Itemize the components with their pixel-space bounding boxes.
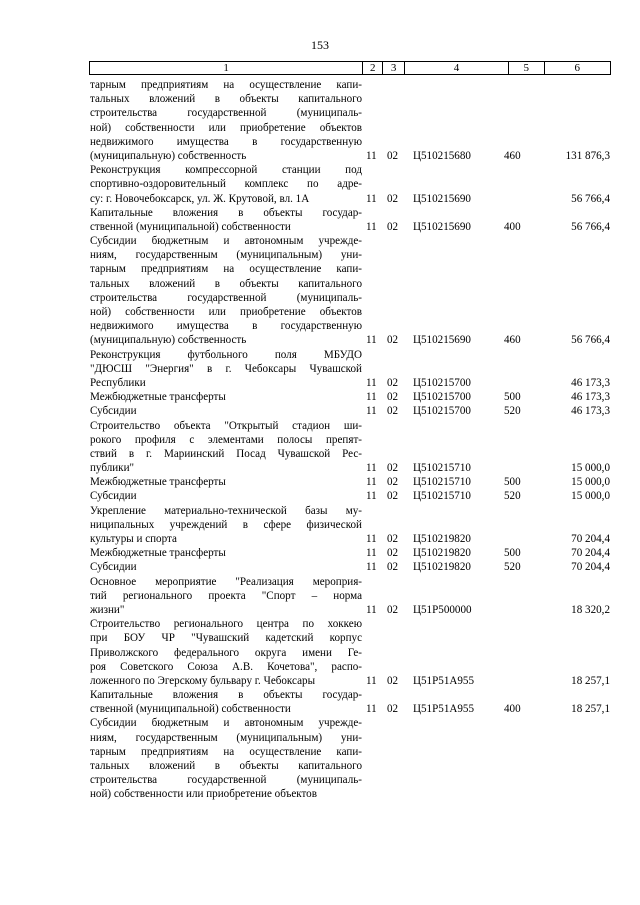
section-code: 11 (366, 490, 377, 503)
description-line: Приволжского федерального округа имени Ге- (90, 646, 362, 659)
target-article-code: Ц510215680 (413, 149, 471, 162)
description-line: ствий в г. Мариинский Посад Чувашской Рес- (90, 447, 362, 460)
section-code: 11 (366, 547, 377, 560)
header-col-4: 4 (404, 62, 508, 74)
row-values (90, 376, 612, 390)
table-row (90, 475, 612, 489)
expense-type-code: 460 (504, 149, 521, 162)
table-row (90, 504, 612, 547)
amount: 56 766,4 (571, 192, 610, 205)
expense-type-code: 500 (504, 391, 521, 404)
subsection-code: 02 (387, 603, 399, 616)
target-article-code: Ц510215700 (413, 376, 471, 389)
table-row (90, 560, 612, 574)
description-line: тальных вложений в объекты капитального (90, 93, 362, 106)
header-col-6: 6 (544, 62, 610, 74)
description-line: ной) собственности или приобретение объектов (90, 788, 317, 801)
amount: 70 204,4 (571, 547, 610, 560)
description-line: ниям, государственным (муниципальным) уни- (90, 249, 362, 262)
expense-type-code: 500 (504, 547, 521, 560)
table-row (90, 546, 612, 560)
target-article-code: Ц510215700 (413, 405, 471, 418)
target-article-code: Ц510219820 (413, 547, 471, 560)
description-line: Межбюджетные трансферты (90, 547, 226, 560)
row-values (90, 461, 612, 475)
description-line: Субсидии бюджетным и автономным учрежде- (90, 717, 362, 730)
description-line: строительства государственной (муниципаль- (90, 291, 362, 304)
amount: 46 173,3 (571, 405, 610, 418)
target-article-code: Ц510215690 (413, 334, 471, 347)
description-line: культуры и спорта (90, 533, 177, 545)
section-code: 11 (366, 376, 377, 389)
amount: 18 257,1 (571, 674, 610, 687)
target-article-code: Ц510215710 (413, 490, 471, 503)
subsection-code: 02 (387, 703, 399, 716)
row-values (90, 546, 612, 560)
expense-type-code: 400 (504, 220, 521, 233)
subsection-code: 02 (387, 376, 399, 389)
row-values (90, 192, 612, 206)
amount: 70 204,4 (571, 533, 610, 545)
description-line: (муниципальную) собственность (90, 334, 247, 347)
table-row (90, 390, 612, 404)
row-values (90, 390, 612, 404)
target-article-code: Ц510215690 (413, 192, 471, 205)
description-line: ственной (муниципальной) собственности (90, 703, 291, 716)
header-col-1: 1 (223, 62, 229, 74)
description-line: тарным предприятиям на осуществление капи- (90, 745, 362, 758)
description-line: ственной (муниципальной) собственности (90, 220, 291, 233)
expense-type-code: 520 (504, 405, 521, 418)
subsection-code: 02 (387, 674, 399, 687)
description-line: Республики (90, 376, 146, 389)
description-line: спортивно-оздоровительный комплекс по адре- (90, 178, 362, 191)
description-line: Строительство объекта "Открытый стадион ши- (90, 419, 362, 432)
row-values (90, 674, 612, 688)
description-line: Строительство регионального центра по хоккею (90, 618, 362, 631)
table-row (90, 688, 612, 716)
target-article-code: Ц510215690 (413, 220, 471, 233)
amount: 56 766,4 (571, 220, 610, 233)
target-article-code: Ц510215700 (413, 391, 471, 404)
description-line: су: г. Новочебоксарск, ул. Ж. Крутовой, вл. 1А (90, 192, 310, 205)
row-description (90, 234, 362, 348)
table-row (90, 206, 612, 234)
table-row (90, 163, 612, 206)
section-code: 11 (366, 405, 377, 418)
amount: 46 173,3 (571, 391, 610, 404)
target-article-code: Ц51Р51А955 (413, 703, 475, 716)
description-line: Реконструкция футбольного поля МБУДО (90, 348, 362, 361)
subsection-code: 02 (387, 220, 399, 233)
subsection-code: 02 (387, 490, 399, 503)
header-col-2: 2 (362, 62, 382, 74)
section-code: 11 (366, 476, 377, 489)
table-row (90, 716, 612, 801)
expense-type-code: 520 (504, 561, 521, 574)
page-number: 153 (311, 38, 329, 52)
description-line: Субсидии бюджетным и автономным учрежде- (90, 235, 362, 248)
description-line: ной) собственности или приобретение объектов (90, 306, 362, 318)
amount: 131 876,3 (565, 149, 610, 162)
amount: 70 204,4 (571, 561, 610, 574)
table-row (90, 78, 612, 163)
row-values (90, 702, 612, 716)
target-article-code: Ц510219820 (413, 533, 471, 545)
table-body (90, 78, 612, 802)
table-row (90, 617, 612, 688)
amount: 18 257,1 (571, 703, 610, 716)
row-values (90, 532, 612, 546)
expense-type-code: 500 (504, 476, 521, 489)
expense-type-code: 460 (504, 334, 521, 347)
target-article-code: Ц510219820 (413, 561, 471, 574)
description-line: ной) собственности или приобретение объектов (90, 121, 362, 134)
description-line: Субсидии (90, 490, 137, 503)
section-code: 11 (366, 703, 377, 716)
row-values (90, 475, 612, 489)
amount: 18 320,2 (571, 603, 610, 616)
section-code: 11 (366, 149, 377, 162)
description-line: тарным предприятиям на осуществление капи- (90, 263, 362, 276)
row-values (90, 489, 612, 503)
table-row (90, 404, 612, 418)
table-row (90, 489, 612, 503)
section-code: 11 (366, 561, 377, 574)
table-row (90, 348, 612, 391)
header-col-3: 3 (382, 62, 404, 74)
description-line: Субсидии (90, 405, 137, 418)
amount: 15 000,0 (571, 462, 610, 475)
description-line: недвижимого имущества в государственную (90, 135, 362, 148)
row-values (90, 560, 612, 574)
description-line: Реконструкция компрессорной станции под (90, 164, 362, 177)
description-line: Укрепление материально-технической базы му- (90, 504, 362, 517)
subsection-code: 02 (387, 476, 399, 489)
description-line: Субсидии (90, 561, 137, 574)
target-article-code: Ц51Р500000 (413, 603, 472, 616)
description-line: строительства государственной (муниципаль- (90, 774, 362, 787)
target-article-code: Ц510215710 (413, 476, 471, 489)
section-code: 11 (366, 603, 377, 616)
row-values (90, 404, 612, 418)
description-line: жизни" (90, 603, 125, 616)
description-line: Межбюджетные трансферты (90, 476, 226, 489)
header-col-5: 5 (508, 62, 544, 74)
section-code: 11 (366, 192, 377, 205)
subsection-code: 02 (387, 192, 399, 205)
expense-type-code: 520 (504, 490, 521, 503)
description-line: публики" (90, 462, 135, 475)
description-line: тальных вложений в объекты капитального (90, 760, 362, 772)
description-line: ниципальных учреждений в сфере физической (90, 518, 362, 531)
description-line: роя Советского Союза А.В. Кочетова", распо- (90, 660, 362, 673)
description-line: рокого профиля с элементами полосы препят- (90, 433, 362, 446)
row-values (90, 787, 612, 801)
expense-type-code: 400 (504, 703, 521, 716)
section-code: 11 (366, 533, 377, 545)
table-row (90, 234, 612, 348)
description-line: ниям, государственным (муниципальным) уни- (90, 731, 362, 744)
amount: 15 000,0 (571, 476, 610, 489)
description-line: при БОУ ЧР "Чувашский кадетский корпус (90, 632, 362, 645)
row-values (90, 333, 612, 347)
subsection-code: 02 (387, 561, 399, 574)
section-code: 11 (366, 334, 377, 347)
table-header (89, 61, 611, 75)
row-values (90, 603, 612, 617)
description-line: (муниципальную) собственность (90, 149, 247, 162)
table-row (90, 419, 612, 476)
row-values (90, 220, 612, 234)
subsection-code: 02 (387, 462, 399, 475)
description-line: Межбюджетные трансферты (90, 391, 226, 404)
section-code: 11 (366, 220, 377, 233)
subsection-code: 02 (387, 405, 399, 418)
target-article-code: Ц510215710 (413, 462, 471, 475)
row-values (90, 149, 612, 163)
description-line: строительства государственной (муниципаль- (90, 107, 362, 120)
section-code: 11 (366, 674, 377, 687)
description-line: "ДЮСШ "Энергия" в г. Чебоксары Чувашской (90, 362, 362, 375)
description-line: Капитальные вложения в объекты государ- (90, 206, 362, 219)
amount: 56 766,4 (571, 334, 610, 347)
target-article-code: Ц51Р51А955 (413, 674, 475, 687)
amount: 15 000,0 (571, 490, 610, 503)
subsection-code: 02 (387, 149, 399, 162)
section-code: 11 (366, 462, 377, 475)
subsection-code: 02 (387, 391, 399, 404)
subsection-code: 02 (387, 547, 399, 560)
description-line: тий регионального проекта "Спорт – норма (90, 589, 362, 602)
description-line: недвижимого имущества в государственную (90, 320, 362, 333)
description-line: ложенного по Эгерскому бульвару г. Чебоксары (90, 674, 316, 687)
section-code: 11 (366, 391, 377, 404)
description-line: Основное мероприятие "Реализация мероприя- (90, 575, 362, 588)
description-line: Капитальные вложения в объекты государ- (90, 689, 362, 702)
subsection-code: 02 (387, 533, 399, 545)
subsection-code: 02 (387, 334, 399, 347)
description-line: тальных вложений в объекты капитального (90, 277, 362, 290)
table-row (90, 575, 612, 618)
amount: 46 173,3 (571, 376, 610, 389)
description-line: тарным предприятиям на осуществление капи- (90, 79, 362, 91)
